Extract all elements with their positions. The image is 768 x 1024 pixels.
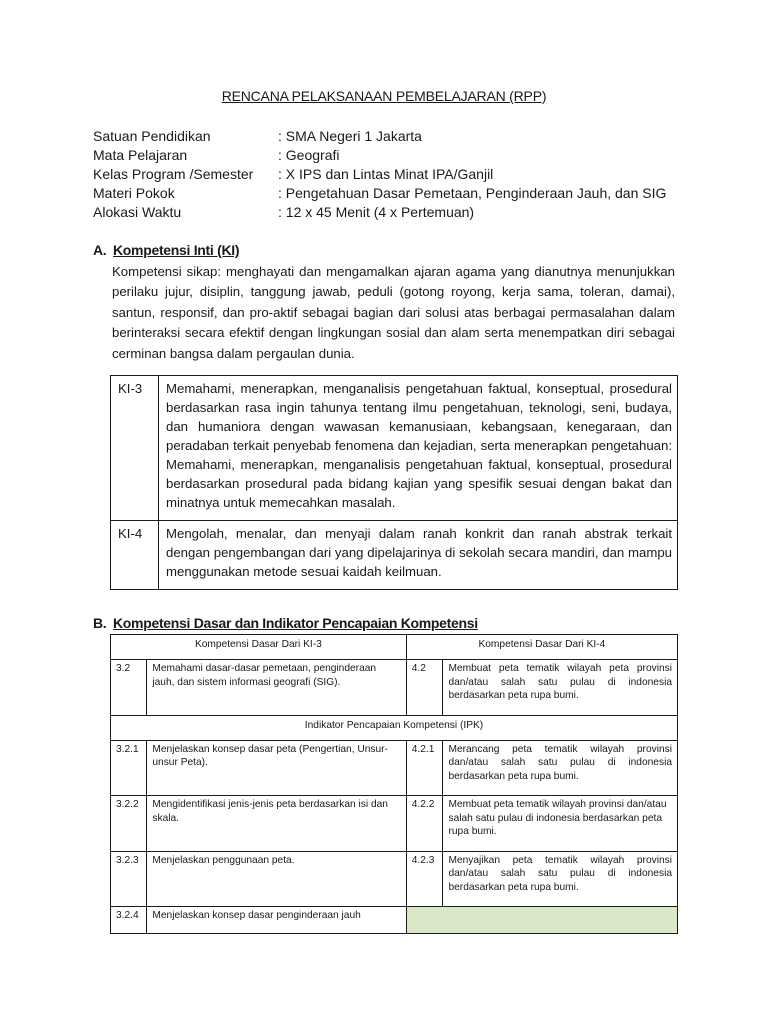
section-a-title: Kompetensi Inti (KI) bbox=[113, 242, 240, 258]
identity-value: : Pengetahuan Dasar Pemetaan, Penginderaan Jauh, dan SIG bbox=[278, 185, 667, 201]
ki-description: Mengolah, menalar, dan menyaji dalam ranah konkrit dan ranah abstrak terkait dengan pengembangan dari yang dipelajarinya di sekolah secara mandiri, dan mampu menggunakan metode sesuai kaidah keilmuan. bbox=[159, 521, 678, 590]
section-b-title: Kompetensi Dasar dan Indikator Pencapaian Kompetensi bbox=[113, 615, 478, 631]
kd-code: 4.2 bbox=[406, 660, 443, 716]
ipk-code: 4.2.1 bbox=[406, 740, 443, 796]
identity-label: Materi Pokok bbox=[93, 185, 175, 201]
identity-value: : SMA Negeri 1 Jakarta bbox=[278, 128, 422, 144]
ipk-header-row bbox=[111, 715, 678, 740]
ki-row bbox=[111, 376, 678, 521]
ki-table bbox=[110, 375, 678, 590]
kd-header-ki4: Kompetensi Dasar Dari KI-4 bbox=[406, 635, 677, 660]
ipk-code: 3.2.4 bbox=[111, 907, 147, 934]
identity-value: : 12 x 45 Menit (4 x Pertemuan) bbox=[278, 204, 475, 220]
ipk-empty-cell bbox=[406, 907, 677, 934]
kd-ipk-table bbox=[110, 634, 678, 934]
ipk-row bbox=[111, 796, 678, 852]
kd-text: Memahami dasar-dasar pemetaan, penginderaan jauh, dan sistem informasi geografi (SIG). bbox=[147, 660, 406, 716]
ipk-row bbox=[111, 851, 678, 907]
identity-value: : Geografi bbox=[278, 147, 340, 163]
ipk-row bbox=[111, 740, 678, 796]
ki-code: KI-3 bbox=[111, 376, 159, 521]
identity-label: Alokasi Waktu bbox=[93, 204, 182, 220]
ipk-code: 3.2.2 bbox=[111, 796, 147, 852]
ipk-text: Membuat peta tematik wilayah provinsi dan/atau salah satu pulau di indonesia berdasarkan peta rupa bumi. bbox=[443, 796, 678, 852]
section-a-heading bbox=[93, 242, 239, 258]
ipk-text: Menjelaskan penggunaan peta. bbox=[147, 851, 406, 907]
ipk-row bbox=[111, 907, 678, 934]
identity-row bbox=[93, 146, 666, 165]
section-a-number: A. bbox=[93, 242, 107, 258]
ipk-text: Menjelaskan konsep dasar penginderaan jauh bbox=[147, 907, 406, 934]
ipk-code: 4.2.2 bbox=[406, 796, 443, 852]
identity-label: Kelas Program /Semester bbox=[93, 166, 254, 182]
identity-row bbox=[93, 203, 666, 222]
identity-label: Mata Pelajaran bbox=[93, 147, 188, 163]
identity-table bbox=[93, 127, 666, 222]
ipk-text: Mengidentifikasi jenis-jenis peta berdasarkan isi dan skala. bbox=[147, 796, 406, 852]
identity-row bbox=[93, 127, 666, 146]
ki-code: KI-4 bbox=[111, 521, 159, 590]
identity-value: : X IPS dan Lintas Minat IPA/Ganjil bbox=[278, 166, 494, 182]
kd-header-ki3: Kompetensi Dasar Dari KI-3 bbox=[111, 635, 407, 660]
kd-text: Membuat peta tematik wilayah peta provinsi dan/atau salah satu pulau di indonesia berdasarkan peta rupa bumi. bbox=[443, 660, 678, 716]
ki-row bbox=[111, 521, 678, 590]
document-title: RENCANA PELAKSANAAN PEMBELAJARAN (RPP) bbox=[221, 88, 547, 104]
ipk-text: Merancang peta tematik wilayah provinsi dan/atau salah satu pulau di indonesia berdasarkan peta rupa bumi. bbox=[443, 740, 678, 796]
section-b-heading bbox=[93, 615, 478, 631]
identity-label: Satuan Pendidikan bbox=[93, 128, 211, 144]
kd-header-row bbox=[111, 635, 678, 660]
ipk-code: 4.2.3 bbox=[406, 851, 443, 907]
kd-code: 3.2 bbox=[111, 660, 147, 716]
kd-row bbox=[111, 660, 678, 716]
ipk-text: Menyajikan peta tematik wilayah provinsi dan/atau salah satu pulau di indonesia berdasarkan peta rupa bumi. bbox=[443, 851, 678, 907]
section-b-number: B. bbox=[93, 615, 107, 631]
ipk-code: 3.2.1 bbox=[111, 740, 147, 796]
ki-description: Memahami, menerapkan, menganalisis pengetahuan faktual, konseptual, prosedural berdasarkan rasa ingin tahunya tentang ilmu pengetahuan, teknologi, seni, budaya, dan humaniora dengan wawasan kemanusiaan, kebangsaan, kenegaraan, dan peradaban terkait penyebab fenomena dan kejadian, serta menerapkan pengetahuan: Memahami, menerapkan, menganalisis pengetahuan faktual, konseptual, prosedural berdasarkan prosedural pada bidang kajian yang spesifik sesuai dengan bakat dan minatnya untuk memecahkan masalah. bbox=[159, 376, 678, 521]
ipk-code: 3.2.3 bbox=[111, 851, 147, 907]
identity-row bbox=[93, 184, 666, 203]
identity-row bbox=[93, 165, 666, 184]
ipk-text: Menjelaskan konsep dasar peta (Pengertian, Unsur-unsur Peta). bbox=[147, 740, 406, 796]
ki-attitude-paragraph: Kompetensi sikap: menghayati dan mengamalkan ajaran agama yang dianutnya menunjukkan perilaku jujur, disiplin, tanggung jawab, peduli (gotong royong, kerja sama, toleran, damai), santun, responsif, dan pro-aktif sebagai bagian dari solusi atas berbagai permasalahan dalam berinteraksi secara efektif dengan lingkungan sosial dan alam serta menempatkan diri sebagai cerminan bangsa dalam pergaulan dunia. bbox=[112, 264, 675, 361]
ipk-header: Indikator Pencapaian Kompetensi (IPK) bbox=[111, 715, 678, 740]
